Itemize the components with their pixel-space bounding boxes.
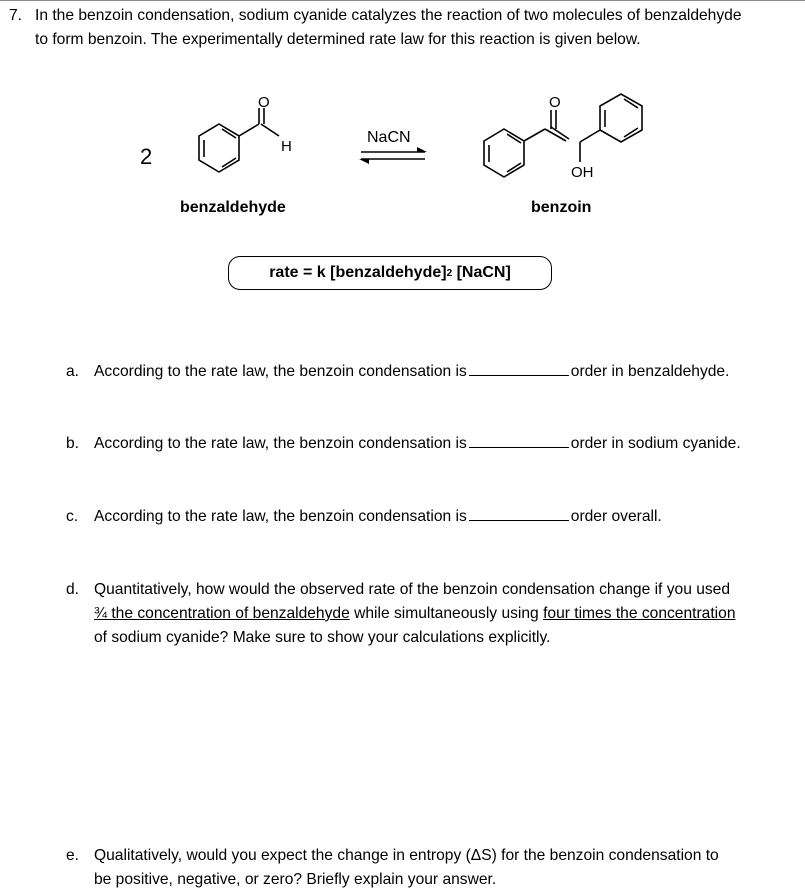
part-e-line-2: be positive, negative, or zero? Briefly explain your answer. [94, 871, 497, 888]
part-d-underline-2: four times the concentration [543, 605, 736, 622]
part-b-suffix: order in sodium cyanide. [570, 435, 741, 452]
part-e-line-1: Qualitatively, would you expect the change in entropy (ΔS) for the benzoin condensation to [94, 847, 719, 864]
part-d-line-1: Quantitatively, how would the observed rate of the benzoin condensation change if you used [94, 581, 731, 598]
part-d-line-2 [94, 602, 736, 626]
product-label: benzoin [531, 199, 592, 216]
equilibrium-arrow [359, 147, 427, 164]
rate-law-exponent: 2 [446, 267, 453, 279]
reaction-scheme [0, 0, 805, 300]
benzaldehyde-oxygen-atom: O [258, 94, 270, 111]
question-stem-line-1: In the benzoin condensation, sodium cyanide catalyzes the reaction of two molecules of benzaldehyde [35, 7, 742, 24]
part-d-mid: while simultaneously using [349, 605, 544, 622]
rate-law-box [228, 256, 552, 290]
part-b-answer-blank[interactable] [469, 433, 569, 448]
part-b-prompt: According to the rate law, the benzoin condensation is [94, 435, 467, 452]
question-stem-line-2: to form benzoin. The experimentally determined rate law for this reaction is given below. [35, 31, 641, 48]
part-c-answer-blank[interactable] [469, 506, 569, 521]
benzoin-structure [484, 94, 642, 177]
stoichiometric-coefficient: 2 [140, 144, 153, 169]
benzoin-hydroxyl-group: OH [571, 164, 594, 181]
part-e-letter: e. [66, 847, 80, 864]
part-d-line-3: of sodium cyanide? Make sure to show your calculations explicitly. [94, 629, 551, 646]
benzaldehyde-hydrogen-atom: H [281, 138, 292, 155]
part-d-letter: d. [66, 581, 80, 598]
reaction-structures [0, 0, 805, 300]
part-c-letter: c. [66, 508, 79, 525]
benzoin-oxygen-atom: O [549, 94, 561, 111]
question-number: 7. [9, 7, 23, 24]
part-c-prompt: According to the rate law, the benzoin condensation is [94, 508, 467, 525]
part-a-answer-blank[interactable] [469, 361, 569, 376]
benzaldehyde-structure [199, 108, 279, 172]
part-a-letter: a. [66, 363, 80, 380]
part-a-suffix: order in benzaldehyde. [570, 363, 730, 380]
reactant-label: benzaldehyde [180, 199, 286, 216]
part-d-underline-1: ¾ the concentration of benzaldehyde [94, 605, 350, 622]
rate-law-suffix: [NaCN] [452, 264, 511, 281]
part-c-suffix: order overall. [570, 508, 662, 525]
catalyst-label: NaCN [367, 129, 411, 146]
part-a-prompt: According to the rate law, the benzoin condensation is [94, 363, 467, 380]
part-b-letter: b. [66, 435, 80, 452]
rate-law-prefix: rate = k [benzaldehyde] [269, 264, 447, 281]
